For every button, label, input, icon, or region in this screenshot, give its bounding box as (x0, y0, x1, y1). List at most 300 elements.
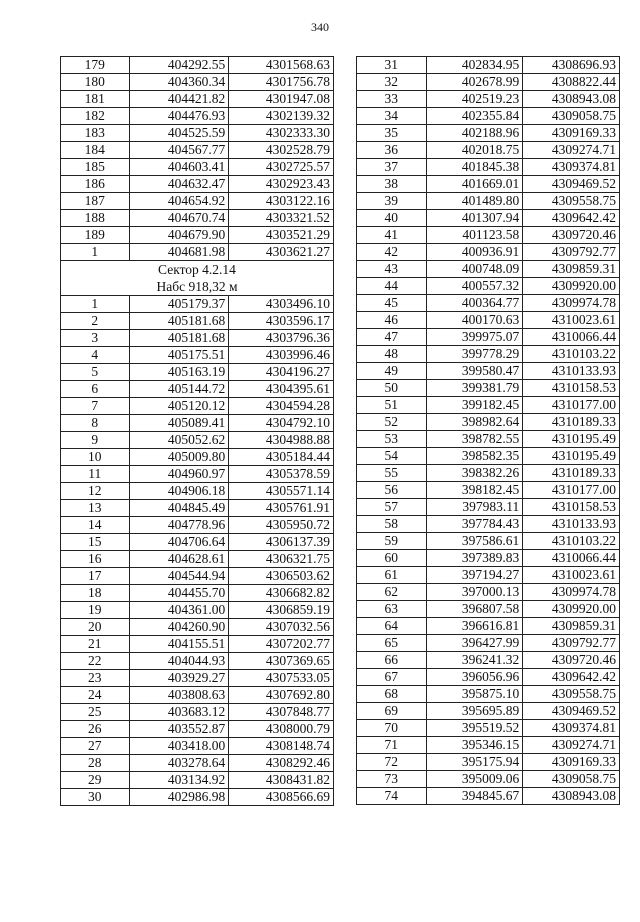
coord-x: 400364.77 (426, 295, 523, 312)
sector-row (61, 261, 334, 296)
coord-x: 405009.80 (129, 449, 229, 466)
coord-y: 4310189.33 (523, 465, 620, 482)
coord-y: 4310103.22 (523, 346, 620, 363)
point-number: 16 (61, 551, 130, 568)
table-row (357, 329, 620, 346)
table-row (61, 483, 334, 500)
coord-x: 404044.93 (129, 653, 229, 670)
table-row (357, 465, 620, 482)
table-row (357, 584, 620, 601)
coord-x: 399580.47 (426, 363, 523, 380)
table-row (357, 720, 620, 737)
point-number: 4 (61, 347, 130, 364)
coord-x: 404679.90 (129, 227, 229, 244)
point-number: 10 (61, 449, 130, 466)
table-row (357, 142, 620, 159)
coord-x: 395346.15 (426, 737, 523, 754)
point-number: 35 (357, 125, 427, 142)
point-number: 50 (357, 380, 427, 397)
coord-x: 396807.58 (426, 601, 523, 618)
coord-x: 402678.99 (426, 74, 523, 91)
table-row (357, 754, 620, 771)
point-number: 7 (61, 398, 130, 415)
point-number: 38 (357, 176, 427, 193)
coord-x: 404525.59 (129, 125, 229, 142)
table-row (61, 772, 334, 789)
point-number: 39 (357, 193, 427, 210)
point-number: 56 (357, 482, 427, 499)
coord-y: 4308822.44 (523, 74, 620, 91)
table-row (357, 108, 620, 125)
point-number: 180 (61, 74, 130, 91)
coord-y: 4310195.49 (523, 448, 620, 465)
point-number: 58 (357, 516, 427, 533)
table-row (61, 330, 334, 347)
table-row (61, 432, 334, 449)
point-number: 54 (357, 448, 427, 465)
coord-x: 400170.63 (426, 312, 523, 329)
table-row (357, 278, 620, 295)
coord-x: 399975.07 (426, 329, 523, 346)
coord-x: 395175.94 (426, 754, 523, 771)
point-number: 5 (61, 364, 130, 381)
table-row (357, 550, 620, 567)
coord-y: 4310133.93 (523, 363, 620, 380)
point-number: 11 (61, 466, 130, 483)
left-top-rows (61, 57, 334, 261)
coord-y: 4303996.46 (229, 347, 334, 364)
table-row (357, 159, 620, 176)
coord-x: 395519.52 (426, 720, 523, 737)
table-row (61, 244, 334, 261)
coord-y: 4306321.75 (229, 551, 334, 568)
point-number: 188 (61, 210, 130, 227)
coord-x: 402018.75 (426, 142, 523, 159)
coord-x: 404628.61 (129, 551, 229, 568)
coord-x: 404632.47 (129, 176, 229, 193)
table-row (61, 670, 334, 687)
table-row (61, 142, 334, 159)
point-number: 8 (61, 415, 130, 432)
point-number: 24 (61, 687, 130, 704)
point-number: 63 (357, 601, 427, 618)
point-number: 42 (357, 244, 427, 261)
coord-x: 398582.35 (426, 448, 523, 465)
left-coordinates-table (60, 56, 334, 806)
table-row (357, 635, 620, 652)
coord-y: 4302923.43 (229, 176, 334, 193)
coord-x: 400557.32 (426, 278, 523, 295)
coord-x: 404544.94 (129, 568, 229, 585)
point-number: 59 (357, 533, 427, 550)
coord-y: 4309642.42 (523, 669, 620, 686)
coord-x: 405120.12 (129, 398, 229, 415)
table-row (357, 669, 620, 686)
coord-x: 398782.55 (426, 431, 523, 448)
table-row (357, 448, 620, 465)
coord-x: 405163.19 (129, 364, 229, 381)
table-row (61, 585, 334, 602)
coord-x: 400936.91 (426, 244, 523, 261)
coord-x: 398982.64 (426, 414, 523, 431)
coord-x: 402519.23 (426, 91, 523, 108)
point-number: 13 (61, 500, 130, 517)
point-number: 45 (357, 295, 427, 312)
coord-y: 4303521.29 (229, 227, 334, 244)
coord-x: 404361.00 (129, 602, 229, 619)
sector-header (61, 261, 334, 296)
coord-y: 4309274.71 (523, 142, 620, 159)
point-number: 25 (61, 704, 130, 721)
table-row (357, 703, 620, 720)
coord-y: 4308943.08 (523, 788, 620, 805)
point-number: 189 (61, 227, 130, 244)
coord-x: 404778.96 (129, 517, 229, 534)
coord-y: 4309920.00 (523, 278, 620, 295)
table-row (61, 210, 334, 227)
coord-x: 405052.62 (129, 432, 229, 449)
point-number: 179 (61, 57, 130, 74)
table-row (357, 227, 620, 244)
coord-x: 402986.98 (129, 789, 229, 806)
table-row (61, 108, 334, 125)
coord-x: 404292.55 (129, 57, 229, 74)
coord-x: 403134.92 (129, 772, 229, 789)
table-row (357, 652, 620, 669)
point-number: 60 (357, 550, 427, 567)
coord-x: 402355.84 (426, 108, 523, 125)
coord-x: 401489.80 (426, 193, 523, 210)
table-row (357, 431, 620, 448)
table-row (61, 687, 334, 704)
table-row (357, 312, 620, 329)
coord-x: 404670.74 (129, 210, 229, 227)
table-row (357, 57, 620, 74)
point-number: 1 (61, 244, 130, 261)
table-row (61, 653, 334, 670)
table-row (61, 449, 334, 466)
table-row (61, 466, 334, 483)
point-number: 61 (357, 567, 427, 584)
table-row (357, 210, 620, 227)
table-row (357, 380, 620, 397)
point-number: 9 (61, 432, 130, 449)
point-number: 67 (357, 669, 427, 686)
table-row (357, 414, 620, 431)
table-row (357, 397, 620, 414)
coord-y: 4309469.52 (523, 176, 620, 193)
point-number: 29 (61, 772, 130, 789)
coord-y: 4309974.78 (523, 295, 620, 312)
table-row (61, 551, 334, 568)
coord-x: 401845.38 (426, 159, 523, 176)
coord-y: 4310103.22 (523, 533, 620, 550)
coord-x: 397784.43 (426, 516, 523, 533)
point-number: 34 (357, 108, 427, 125)
coord-x: 396427.99 (426, 635, 523, 652)
left-bottom-rows (61, 296, 334, 806)
table-row (357, 363, 620, 380)
coord-y: 4303596.17 (229, 313, 334, 330)
coord-y: 4310158.53 (523, 499, 620, 516)
coord-y: 4305761.91 (229, 500, 334, 517)
coord-y: 4304792.10 (229, 415, 334, 432)
coord-y: 4309720.46 (523, 227, 620, 244)
coord-y: 4303321.52 (229, 210, 334, 227)
table-row (357, 618, 620, 635)
point-number: 184 (61, 142, 130, 159)
coord-y: 4307202.77 (229, 636, 334, 653)
point-number: 64 (357, 618, 427, 635)
coord-x: 401307.94 (426, 210, 523, 227)
coord-y: 4308696.93 (523, 57, 620, 74)
coord-x: 404260.90 (129, 619, 229, 636)
table-row (61, 381, 334, 398)
point-number: 23 (61, 670, 130, 687)
coord-y: 4310177.00 (523, 482, 620, 499)
table-row (61, 176, 334, 193)
right-rows (357, 57, 620, 805)
right-coordinates-table (356, 56, 620, 805)
coord-y: 4303796.36 (229, 330, 334, 347)
coord-y: 4307848.77 (229, 704, 334, 721)
table-row (61, 721, 334, 738)
coord-x: 399182.45 (426, 397, 523, 414)
coord-y: 4309720.46 (523, 652, 620, 669)
coord-x: 395875.10 (426, 686, 523, 703)
table-row (61, 534, 334, 551)
point-number: 32 (357, 74, 427, 91)
coord-y: 4310158.53 (523, 380, 620, 397)
point-number: 2 (61, 313, 130, 330)
coord-y: 4309169.33 (523, 125, 620, 142)
sector-cell (61, 261, 334, 296)
coord-x: 404567.77 (129, 142, 229, 159)
coord-y: 4309274.71 (523, 737, 620, 754)
table-row (357, 295, 620, 312)
table-row (357, 567, 620, 584)
coord-x: 404603.41 (129, 159, 229, 176)
coord-y: 4307032.56 (229, 619, 334, 636)
coord-y: 4309792.77 (523, 244, 620, 261)
table-row (61, 159, 334, 176)
table-row (357, 737, 620, 754)
table-row (357, 771, 620, 788)
coord-y: 4306682.82 (229, 585, 334, 602)
coord-x: 404960.97 (129, 466, 229, 483)
coord-x: 404155.51 (129, 636, 229, 653)
point-number: 26 (61, 721, 130, 738)
coord-y: 4308000.79 (229, 721, 334, 738)
coord-x: 395695.89 (426, 703, 523, 720)
coord-x: 404455.70 (129, 585, 229, 602)
table-row (61, 704, 334, 721)
coord-y: 4306503.62 (229, 568, 334, 585)
table-row (61, 789, 334, 806)
point-number: 15 (61, 534, 130, 551)
coord-x: 403929.27 (129, 670, 229, 687)
coord-y: 4310195.49 (523, 431, 620, 448)
point-number: 44 (357, 278, 427, 295)
coord-y: 4306859.19 (229, 602, 334, 619)
coord-x: 399778.29 (426, 346, 523, 363)
coord-x: 401123.58 (426, 227, 523, 244)
point-number: 52 (357, 414, 427, 431)
coord-x: 404706.64 (129, 534, 229, 551)
coord-x: 405175.51 (129, 347, 229, 364)
sector-name: Сектор 4.2.14 (158, 262, 236, 277)
coord-y: 4310066.44 (523, 550, 620, 567)
point-number: 72 (357, 754, 427, 771)
point-number: 27 (61, 738, 130, 755)
coord-y: 4302333.30 (229, 125, 334, 142)
coord-y: 4309859.31 (523, 261, 620, 278)
coord-y: 4309642.42 (523, 210, 620, 227)
table-row (357, 516, 620, 533)
point-number: 18 (61, 585, 130, 602)
point-number: 186 (61, 176, 130, 193)
point-number: 37 (357, 159, 427, 176)
point-number: 20 (61, 619, 130, 636)
table-row (61, 364, 334, 381)
coord-x: 405181.68 (129, 313, 229, 330)
point-number: 48 (357, 346, 427, 363)
table-row (61, 74, 334, 91)
point-number: 68 (357, 686, 427, 703)
table-row (357, 788, 620, 805)
point-number: 74 (357, 788, 427, 805)
coord-x: 404476.93 (129, 108, 229, 125)
point-number: 73 (357, 771, 427, 788)
coord-y: 4310189.33 (523, 414, 620, 431)
point-number: 12 (61, 483, 130, 500)
page-number: 340 (311, 20, 329, 34)
point-number: 181 (61, 91, 130, 108)
point-number: 17 (61, 568, 130, 585)
coord-x: 402188.96 (426, 125, 523, 142)
table-row (61, 619, 334, 636)
table-row (61, 398, 334, 415)
coord-y: 4304594.28 (229, 398, 334, 415)
point-number: 71 (357, 737, 427, 754)
coord-x: 404421.82 (129, 91, 229, 108)
coord-x: 404360.34 (129, 74, 229, 91)
point-number: 36 (357, 142, 427, 159)
point-number: 19 (61, 602, 130, 619)
coord-y: 4301947.08 (229, 91, 334, 108)
coord-y: 4308943.08 (523, 91, 620, 108)
coord-y: 4302725.57 (229, 159, 334, 176)
coord-y: 4310066.44 (523, 329, 620, 346)
coord-y: 4309859.31 (523, 618, 620, 635)
point-number: 51 (357, 397, 427, 414)
table-row (61, 125, 334, 142)
point-number: 182 (61, 108, 130, 125)
coord-x: 397194.27 (426, 567, 523, 584)
table-row (357, 193, 620, 210)
coord-y: 4308148.74 (229, 738, 334, 755)
point-number: 21 (61, 636, 130, 653)
coord-y: 4305184.44 (229, 449, 334, 466)
coord-x: 397389.83 (426, 550, 523, 567)
point-number: 66 (357, 652, 427, 669)
coord-x: 404654.92 (129, 193, 229, 210)
coord-y: 4307369.65 (229, 653, 334, 670)
coord-x: 403278.64 (129, 755, 229, 772)
coord-y: 4305378.59 (229, 466, 334, 483)
coord-y: 4309558.75 (523, 686, 620, 703)
table-row (61, 57, 334, 74)
point-number: 49 (357, 363, 427, 380)
coord-y: 4310133.93 (523, 516, 620, 533)
coord-x: 396056.96 (426, 669, 523, 686)
coord-y: 4305950.72 (229, 517, 334, 534)
coord-y: 4309974.78 (523, 584, 620, 601)
coord-x: 405089.41 (129, 415, 229, 432)
sector-area: Набс 918,32 м (156, 279, 238, 294)
table-row (61, 415, 334, 432)
coord-y: 4303122.16 (229, 193, 334, 210)
point-number: 41 (357, 227, 427, 244)
table-row (61, 313, 334, 330)
point-number: 187 (61, 193, 130, 210)
coord-x: 402834.95 (426, 57, 523, 74)
coord-x: 405179.37 (129, 296, 229, 313)
coord-x: 400748.09 (426, 261, 523, 278)
coord-y: 4303621.27 (229, 244, 334, 261)
table-row (61, 296, 334, 313)
point-number: 46 (357, 312, 427, 329)
point-number: 57 (357, 499, 427, 516)
table-row (61, 602, 334, 619)
coord-x: 403683.12 (129, 704, 229, 721)
table-row (61, 91, 334, 108)
coord-y: 4306137.39 (229, 534, 334, 551)
coord-x: 397586.61 (426, 533, 523, 550)
coord-x: 398382.26 (426, 465, 523, 482)
coord-y: 4301756.78 (229, 74, 334, 91)
coord-x: 397983.11 (426, 499, 523, 516)
table-row (357, 533, 620, 550)
point-number: 30 (61, 789, 130, 806)
coord-y: 4304988.88 (229, 432, 334, 449)
point-number: 6 (61, 381, 130, 398)
table-row (357, 176, 620, 193)
point-number: 185 (61, 159, 130, 176)
coord-x: 399381.79 (426, 380, 523, 397)
coord-x: 403552.87 (129, 721, 229, 738)
point-number: 55 (357, 465, 427, 482)
coord-y: 4309374.81 (523, 720, 620, 737)
point-number: 28 (61, 755, 130, 772)
coord-y: 4310023.61 (523, 567, 620, 584)
point-number: 22 (61, 653, 130, 670)
table-row (61, 755, 334, 772)
coord-y: 4309374.81 (523, 159, 620, 176)
table-row (357, 74, 620, 91)
coord-y: 4309792.77 (523, 635, 620, 652)
table-row (357, 601, 620, 618)
coord-x: 403418.00 (129, 738, 229, 755)
coord-y: 4309169.33 (523, 754, 620, 771)
coord-y: 4309058.75 (523, 108, 620, 125)
table-row (61, 738, 334, 755)
coord-y: 4304395.61 (229, 381, 334, 398)
coord-y: 4309920.00 (523, 601, 620, 618)
coord-x: 404906.18 (129, 483, 229, 500)
table-row (357, 244, 620, 261)
coord-y: 4302139.32 (229, 108, 334, 125)
